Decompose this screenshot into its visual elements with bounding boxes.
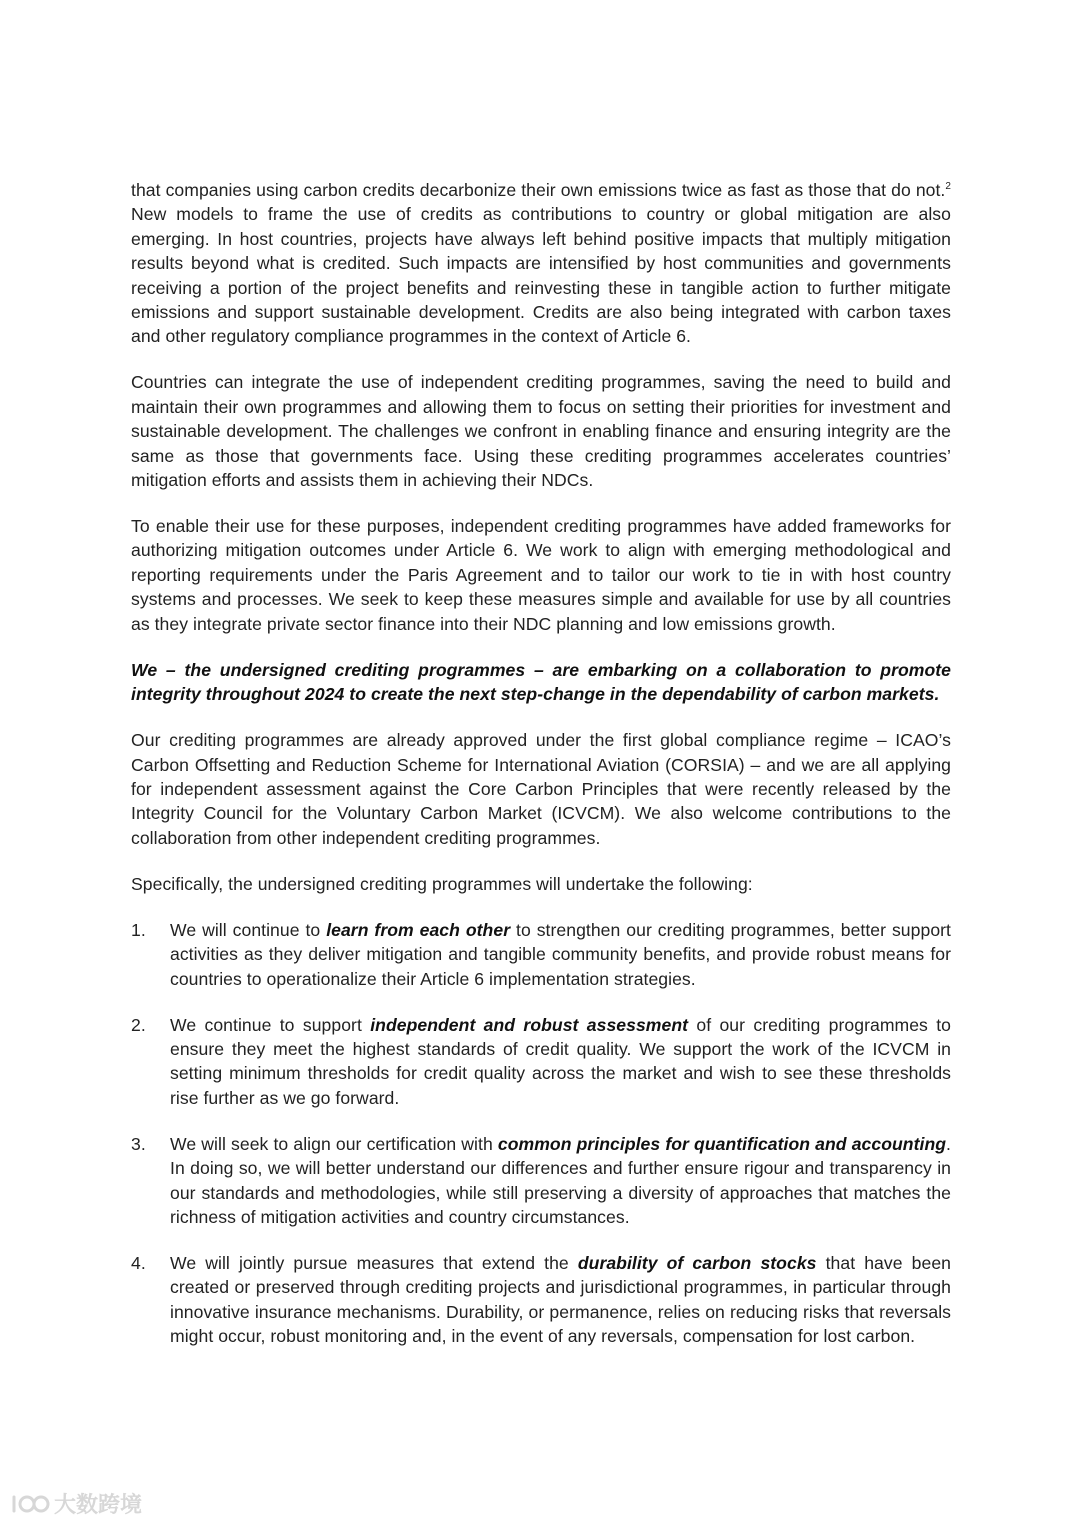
list-item-number: 4.	[131, 1252, 146, 1273]
list-item-emphasis: common principles for quantification and accounting	[497, 1133, 947, 1154]
paragraph-2: Countries can integrate the use of independent crediting programmes, saving the need to build and maintain their own programmes and allowing them to focus on setting their priorities for investment and sustainable development. The challenges we confront in enabling finance and ensuring integrity are the same as those that governments face. Using these crediting programmes accelerates countries’ mitigation efforts and assists them in achieving their NDCs.	[131, 372, 951, 491]
list-item	[131, 1251, 951, 1349]
paragraph-1-text: that companies using carbon credits decarbonize their own emissions twice as fast as those that do not.	[131, 180, 946, 200]
list-item	[131, 1132, 951, 1230]
list-item-text: We will seek to align our certification with	[170, 1133, 498, 1154]
list-item-text-continued: . In doing so, we will better understand our differences and further ensure rigour and transparency in our standards and methodologies, while still preserving a diversity of approaches that matches the richness of mitigation activities and country circumstances.	[170, 1133, 951, 1227]
list-item-text-continued: that have been created or preserved through crediting projects and jurisdictional programmes, in particular through innovative insurance mechanisms. Durability, or permanence, relies on reducing risks that reversals might occur, robust monitoring and, in the event of any reversals, compensation for lost carbon.	[170, 1252, 951, 1347]
emphasis-statement: We – the undersigned crediting programmes – are embarking on a collaboration to promote integrity throughout 2024 to create the next step-change in the dependability of carbon markets.	[131, 659, 951, 705]
list-item-number: 2.	[131, 1014, 146, 1035]
document-page	[131, 178, 951, 1370]
list-item-emphasis: durability of carbon stocks	[577, 1252, 817, 1273]
paragraph-3: To enable their use for these purposes, independent crediting programmes have added frameworks for authorizing mitigation outcomes under Article 6. We work to align with emerging methodological and reporting requirements under the Paris Agreement and to tailor our work to tie in with host country systems and processes. We seek to keep these measures simple and available for use by all countries as they integrate private sector finance into their NDC planning and low emissions growth.	[131, 516, 951, 634]
footnote-marker[interactable]: 2	[945, 181, 951, 193]
paragraph-1-text-continued: New models to frame the use of credits as contributions to country or global mitigation are also emerging. In host countries, projects have always left behind positive impacts that multiply mitigation results beyond what is credited. Such impacts are intensified by host communities and governments receiving a portion of the project benefits and reinvesting these in tangible action to further mitigate emissions and support sustainable development. Credits are also being integrated with carbon taxes and other regulatory compliance programmes in the context of Article 6.	[131, 204, 951, 347]
list-item-text-continued: of our crediting programmes to ensure they meet the highest standards of credit quality. We support the work of the ICVCM in setting minimum thresholds for credit quality across the market and wish to see these thresholds rise further as we go forward.	[170, 1014, 952, 1108]
watermark-text: 大数跨境	[54, 1493, 143, 1518]
paragraph-1	[131, 178, 951, 349]
list-item-number: 1.	[131, 919, 146, 940]
paragraph-6: Specifically, the undersigned crediting programmes will undertake the following:	[131, 873, 753, 894]
watermark-logo-icon	[10, 1493, 50, 1515]
list-item-emphasis: learn from each other	[326, 919, 511, 940]
list-item-number: 3.	[131, 1133, 146, 1154]
list-item-text: We will jointly pursue measures that extend the	[170, 1252, 578, 1273]
list-item-emphasis: independent and robust assessment	[370, 1014, 689, 1035]
list-item-text-continued: to strengthen our crediting programmes, better support activities as they deliver mitigation and tangible community benefits, and provide robust means for countries to operationalize their Article 6 implementation strategies.	[170, 919, 951, 989]
list-item-text: We continue to support	[170, 1014, 371, 1035]
watermark	[10, 1488, 142, 1519]
commitments-list	[131, 918, 951, 1349]
list-item	[131, 918, 951, 991]
paragraph-5: Our crediting programmes are already approved under the first global compliance regime – ICAO’s Carbon Offsetting and Reduction Scheme for International Aviation (CORSIA) – and we are all applying for independent assessment against the Core Carbon Principles that were recently released by the Integrity Council for the Voluntary Carbon Market (ICVCM). We also welcome contributions to the collaboration from other independent crediting programmes.	[131, 730, 951, 848]
list-item	[131, 1013, 951, 1111]
list-item-text: We will continue to	[170, 919, 327, 940]
